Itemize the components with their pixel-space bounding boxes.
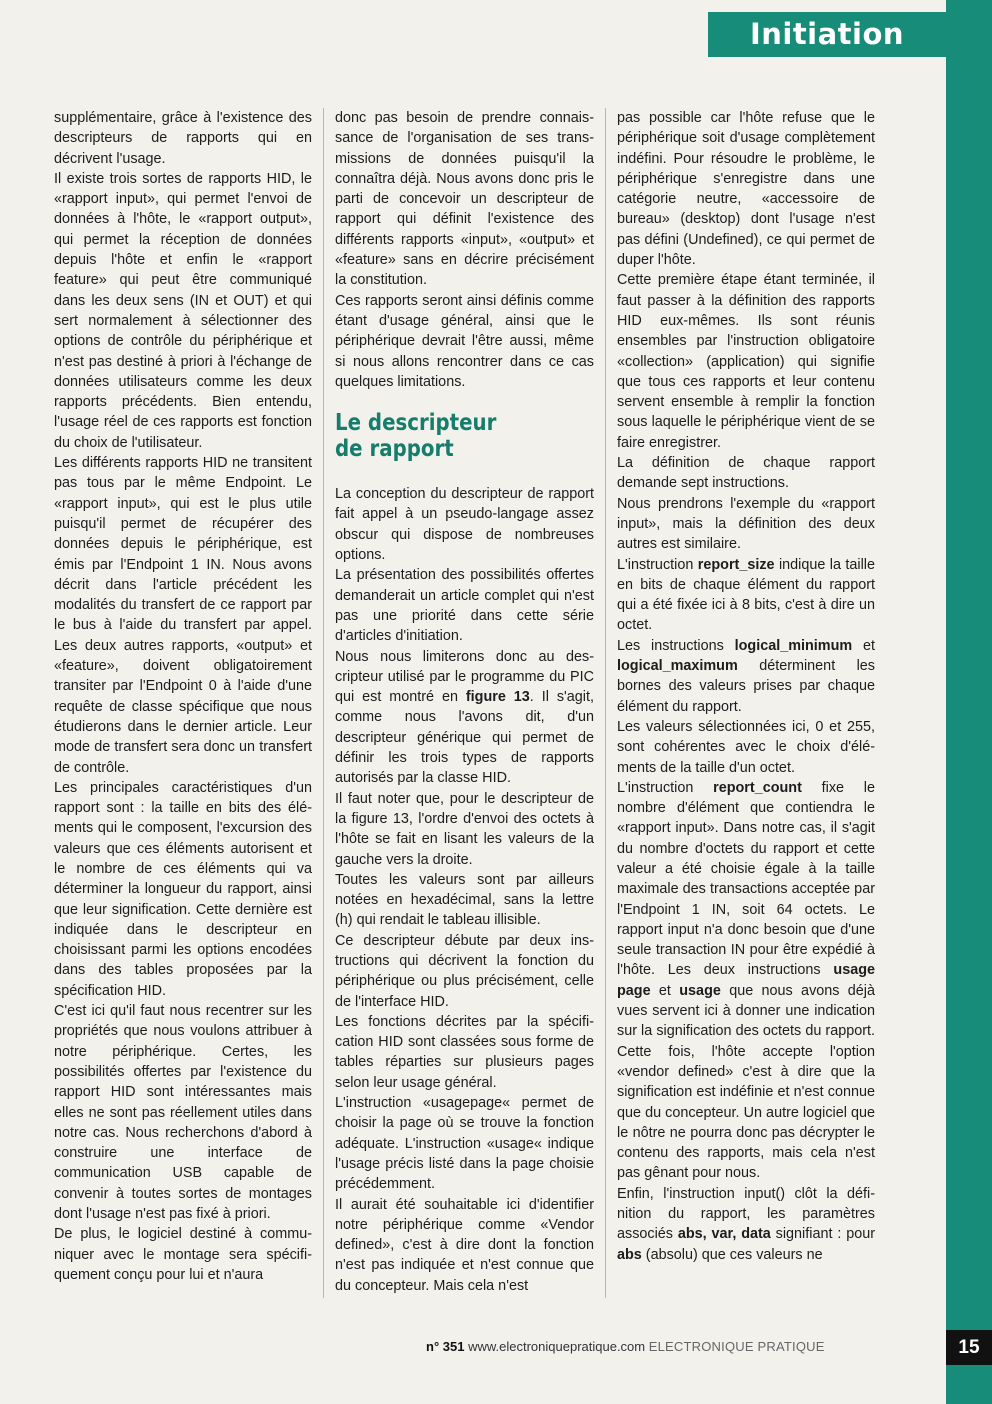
paragraph — [335, 1093, 594, 1194]
text-run: Nous prendrons l'exemple du «rapport input», mais la définition des deux autres est similaire. — [617, 495, 875, 553]
column-divider — [323, 108, 324, 1298]
text-run: Toutes les valeurs sont par ailleurs notées en hexadécimal, sans la lettre (h) qui rendait le tableau illisible. — [335, 871, 594, 929]
text-run: Les valeurs sélectionnées ici, 0 et 255, sont cohérentes avec le choix d'éléments de la taille d'un octet. — [617, 718, 875, 776]
paragraph — [617, 778, 875, 1184]
paragraph — [617, 1184, 875, 1265]
text-run: Les principales caractéristiques d'un rapport sont : la taille en bits des éléments qui le composent, l'excursion des valeurs que ces éléments autorisent et le nombre de ces éléments qui va déterminer la longueur du rapport, ainsi que leur signification. Cette dernière est indiquée dans le descripteur en choisissant parmi les options encodées dans des tables proposées par la spécification HID. — [54, 779, 312, 999]
section-heading — [335, 410, 558, 462]
paragraph — [54, 1224, 312, 1285]
paragraph — [617, 108, 875, 270]
paragraph — [335, 647, 594, 789]
page-number: 15 — [946, 1330, 992, 1365]
text-run: Il faut noter que, pour le descripteur de la figure 13, l'ordre d'envoi des octets à l'hôte se fait en lisant les valeurs de la gauche vers la droite. — [335, 790, 594, 868]
keyword: figure 13 — [465, 689, 530, 706]
text-run: et — [650, 982, 680, 999]
paragraph — [617, 270, 875, 453]
paragraph — [335, 565, 594, 646]
section-title: Initiation — [708, 12, 946, 57]
paragraph — [335, 1195, 594, 1296]
accent-side-band — [946, 0, 992, 1404]
text-column-2 — [335, 108, 594, 1296]
paragraph — [335, 1012, 594, 1093]
text-run: déterminent les bornes des valeurs prises par chaque élément du rapport. — [617, 658, 875, 715]
paragraph — [617, 555, 875, 636]
text-run: L'instruction — [617, 779, 714, 796]
paragraph — [54, 169, 312, 453]
text-run: . Il s'agit, comme nous l'avons dit, d'un descripteur générique qui permet de définir les trois types de rapports autorisés par la classe HID. — [335, 689, 594, 787]
text-run: La définition de chaque rapport demande sept instructions. — [617, 455, 875, 492]
text-run: Les différents rapports HID ne transitent pas tous par le même Endpoint. Le «rapport input», qui est le plus utile puisqu'il permet de récupérer des données depuis le périphérique, est émis par l'Endpoint 1 IN. Nous avons décrit dans l'article précédent les modalités du transfert de ce rapport par le bus à l'aide du transfert par appel. Les deux autres rapports, «output» et «feature», doivent obligatoirement transiter par l'Endpoint 0 à l'aide d'une requête de classe spécifique que nous étudierons dans le dernier article. Leur mode de transfert sera donc un transfert de contrôle. — [54, 455, 312, 776]
section-heading-line: de rapport — [335, 436, 454, 463]
text-run: Il aurait été souhaitable ici d'identifier notre périphérique comme «Vendor defined», c'est à dire dont la fonction n'est pas indiquée et n'est connue que du concepteur. Mais cela n'est — [335, 1196, 594, 1294]
text-run: La conception du descripteur de rapport fait appel à un pseudo-langage assez obscur qui dispose de nombreuses options. — [335, 486, 594, 564]
text-run: Nous nous limiterons donc au descripteur utilisé par le programme du PIC qui est montré en — [335, 648, 594, 706]
text-run: L'instruction — [617, 556, 698, 573]
paragraph — [335, 870, 594, 931]
keyword: abs, var, data — [677, 1226, 771, 1243]
paragraph — [335, 108, 594, 291]
text-run: L'instruction «usagepage« permet de choisir la page où se trouve la fonction adéquate. L'instruction «usage« indique l'usage précis listé dans la page choisie précédemment. — [335, 1095, 594, 1193]
paragraph — [335, 484, 594, 565]
text-run: La présentation des possibilités offertes demanderait un article complet qui n'est pas une priorité dans cette série d'articles d'initiation. — [335, 567, 594, 645]
keyword: logical_maximum — [617, 658, 738, 675]
website-url: www.electroniquepratique.com — [468, 1339, 646, 1354]
issue-number: n° 351 — [426, 1339, 465, 1354]
paragraph — [617, 717, 875, 778]
column-body — [54, 108, 312, 1285]
keyword: logical_minimum — [734, 637, 853, 654]
paragraph — [54, 453, 312, 778]
column-divider — [605, 108, 606, 1298]
text-run: Enfin, l'instruction input() clôt la définition du rapport, les paramètres associés — [617, 1185, 875, 1243]
column-body — [335, 108, 594, 392]
keyword: usage — [679, 982, 721, 999]
text-run: supplémentaire, grâce à l'existence des descripteurs de rapports qui en décrivent l'usage. — [54, 110, 312, 167]
magazine-name: ELECTRONIQUE PRATIQUE — [648, 1339, 825, 1354]
text-run: que nous avons déjà vues servent ici à donner une indication sur la signification des octets du rapport. Cette fois, l'hôte accepte l'option «vendor defined» c'est à dire que la signification est indéfinie et n'est connue que du concepteur. Un autre logiciel que le nôtre ne pourra donc pas décrypter le contenu des rapports, mais cela n'est pas gênant pour nous. — [617, 982, 875, 1182]
text-run: C'est ici qu'il faut nous recentrer sur les propriétés que nous voulons attribuer à notre périphérique. Certes, les possibilités offertes par l'existence du rapport HID sont intéressantes mais elles ne sont pas réellement utiles dans notre cas. Nous recherchons d'abord à construire une interface de communication USB capable de convenir à toutes sortes de montages dont l'usage n'est pas fixé à priori. — [54, 1003, 312, 1223]
keyword: usage page — [617, 962, 875, 999]
text-run: De plus, le logiciel destiné à communiquer avec le montage sera spécifiquement conçu pour lui et n'aura — [54, 1226, 312, 1283]
text-run: signifiant : pour — [770, 1226, 875, 1243]
keyword: report_size — [697, 556, 775, 573]
paragraph — [335, 291, 594, 392]
text-run: Il existe trois sortes de rapports HID, le «rapport input», qui permet l'envoi de données à l'hôte, le «rapport output», qui permet la réception de données depuis l'hôte et enfin le «rapport feature» qui peut être communiqué dans les deux sens (IN et OUT) et qui sert normalement à sélectionner des options de contrôle du périphérique et n'est pas destiné à priori à l'échange de données utilisateurs comme les deux rapports précédents. Bien entendu, l'usage réel de ces rapports est fonction du choix de l'utilisateur. — [54, 170, 312, 451]
column-body — [617, 108, 875, 1265]
text-run: pas possible car l'hôte refuse que le périphérique soit d'usage complètement indéfini. Pour résoudre le problème, le périphérique s'enregistre dans une catégorie neutre, «accessoire de bureau» (desktop) dont l'usage n'est pas défini (Undefined), ce qui permet de duper l'hôte. — [617, 110, 875, 269]
paragraph — [335, 931, 594, 1012]
text-run: indique la taille en bits de chaque élément du rapport qui a été fixée ici à 8 bits, c'est à dire un octet. — [617, 556, 876, 634]
text-run: Ce descripteur débute par deux instructions qui décrivent la fonction du périphérique ou plus précisément, celle de l'interface HID. — [335, 932, 594, 1010]
paragraph — [54, 1001, 312, 1224]
paragraph — [617, 453, 875, 494]
paragraph — [617, 494, 875, 555]
text-run: Les fonctions décrites par la spécification HID sont classées sous forme de tables réparties sur plusieurs pages selon leur usage général. — [335, 1013, 594, 1091]
paragraph — [335, 789, 594, 870]
keyword: abs — [617, 1246, 642, 1263]
paragraph — [617, 636, 875, 717]
paragraph — [54, 108, 312, 169]
paragraph — [54, 778, 312, 1001]
text-run: donc pas besoin de prendre connaissance de l'organisation de ses transmissions de données puisqu'il la connaîtra déjà. Nous avons donc pris le parti de concevoir un descripteur de rapport qui définit l'existence des différents rapports «input», «output» et «feature» sans en décrire précisément la constitution. — [335, 110, 594, 289]
text-column-1 — [54, 108, 312, 1285]
text-run: Ces rapports seront ainsi définis comme étant d'usage général, ainsi que le périphérique devrait l'être aussi, même si nous allons rencontrer dans ce cas quelques limitations. — [335, 292, 594, 390]
text-run: Les instructions — [617, 637, 735, 654]
page-footer — [426, 1337, 886, 1357]
text-run: fixe le nombre d'élément que contiendra le «rapport input». Dans notre cas, il s'agit du nombre d'octets du rapport et cette valeur a été choisie égale à la taille maximale des transactions acceptée par l'Endpoint 1 IN, soit 64 octets. Le rapport input n'a donc besoin que d'une seule transaction IN pour être expédié à l'hôte. Les deux instructions — [617, 779, 875, 979]
text-column-3 — [617, 108, 875, 1265]
text-run: Cette première étape étant terminée, il faut passer à la définition des rapports HID eux-mêmes. Ils sont réunis ensembles par l'instruction obligatoire «collection» (application) qui signifie que tous ces rapports et leur contenu servent ensemble à remplir la fonction sous laquelle le périphérique vient de se faire enregistrer. — [617, 272, 875, 451]
keyword: report_count — [713, 779, 802, 796]
text-run: et — [852, 637, 876, 654]
section-heading-line: Le descripteur — [335, 410, 497, 437]
column-body — [335, 484, 594, 1296]
text-run: (absolu) que ces valeurs ne — [641, 1246, 823, 1263]
